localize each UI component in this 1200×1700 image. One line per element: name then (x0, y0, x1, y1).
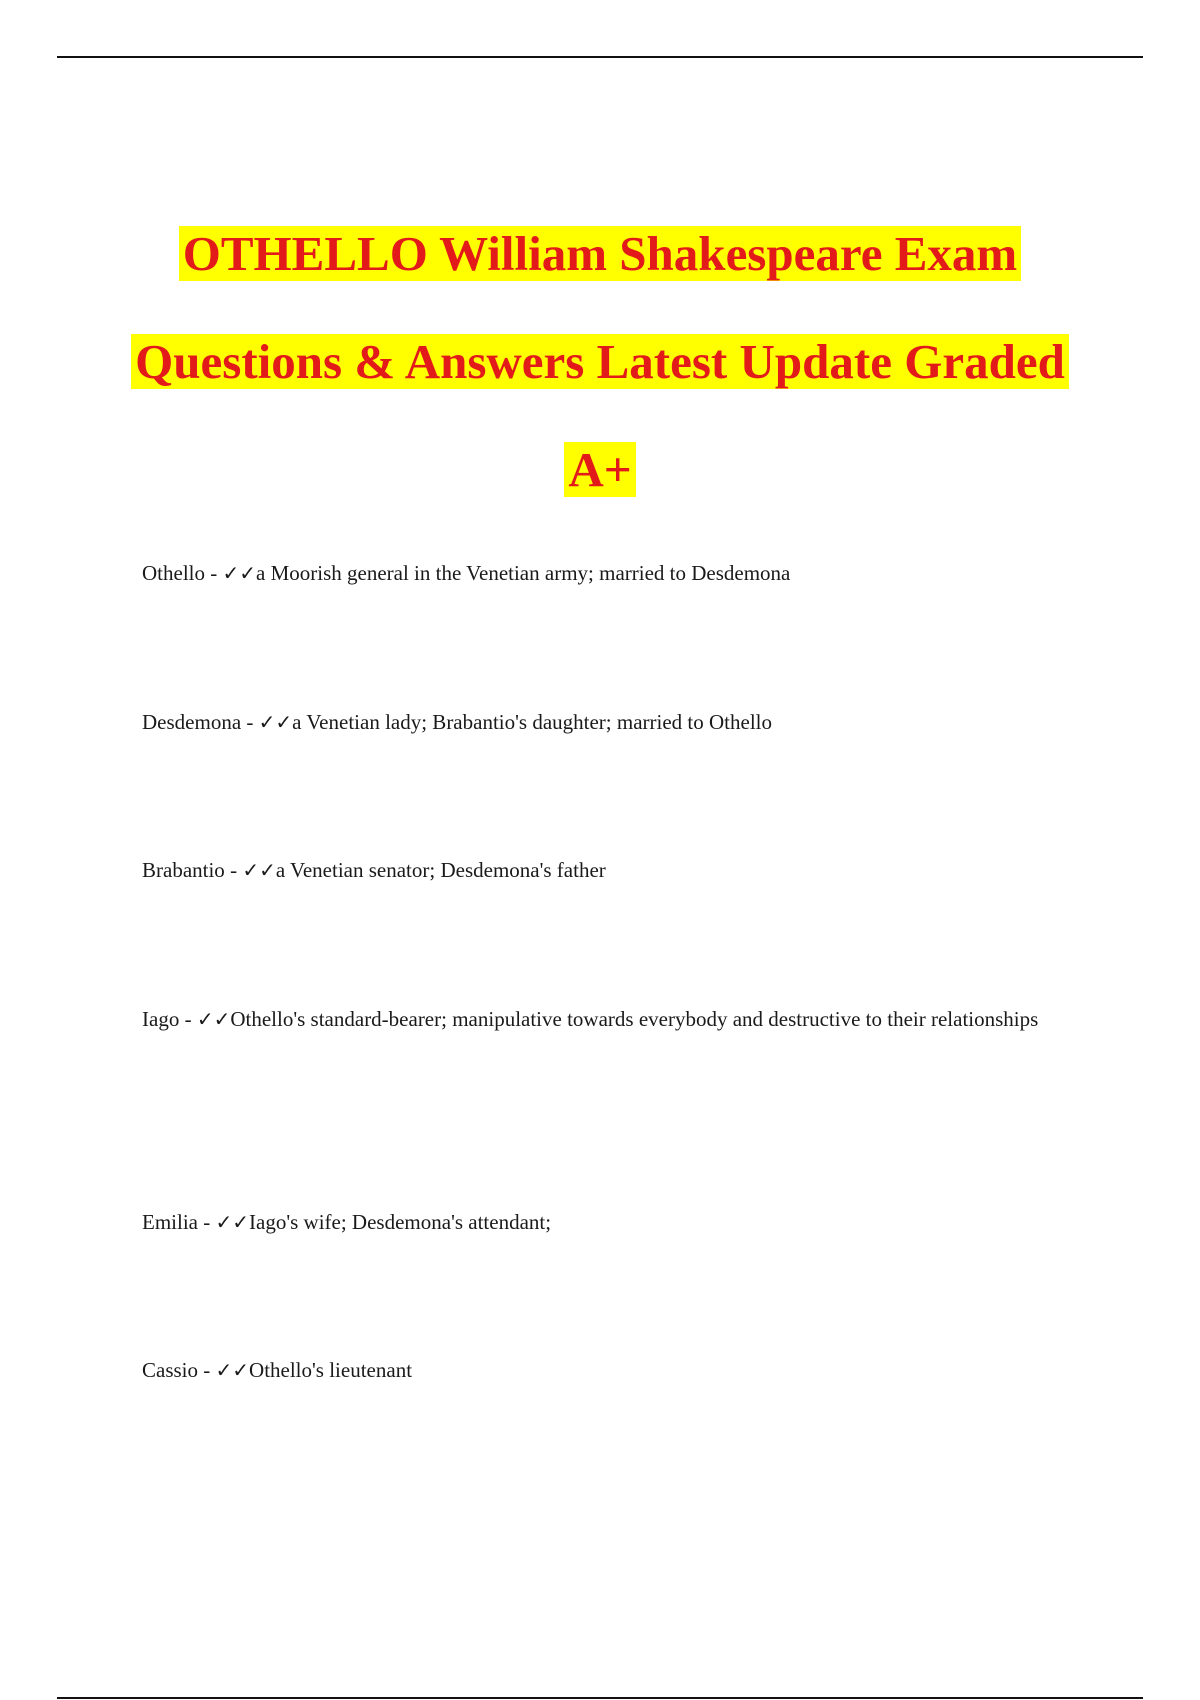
qa-entry (142, 990, 1060, 1048)
qa-entry (142, 1193, 1060, 1251)
checkmark-icon: ✓✓ (196, 1007, 231, 1031)
checkmark-icon: ✓✓ (215, 1210, 250, 1234)
entry-definition: Iago's wife; Desdemona's attendant; (249, 1210, 552, 1234)
entry-separator: - (198, 1358, 216, 1382)
entry-term: Desdemona (142, 710, 242, 734)
entry-separator: - (205, 561, 223, 585)
title-line-text: OTHELLO William Shakespeare Exam (179, 226, 1022, 281)
qa-entry (142, 693, 1060, 751)
entry-definition: a Venetian senator; Desdemona's father (275, 858, 606, 882)
entry-definition: Othello's lieutenant (249, 1358, 413, 1382)
title-line-text: Questions & Answers Latest Update Graded (131, 334, 1069, 389)
title-line (0, 200, 1200, 308)
checkmark-icon: ✓✓ (258, 710, 293, 734)
entry-definition: a Moorish general in the Venetian army; married to Desdemona (256, 561, 791, 585)
checkmark-icon: ✓✓ (222, 561, 257, 585)
entry-separator: - (198, 1210, 216, 1234)
qa-entry (142, 1341, 1060, 1399)
entry-separator: - (241, 710, 259, 734)
qa-entry (142, 841, 1060, 899)
top-rule (57, 56, 1143, 58)
document-title (0, 200, 1200, 524)
entry-term: Othello (142, 561, 205, 585)
entry-term: Brabantio (142, 858, 225, 882)
title-line (0, 308, 1200, 416)
entry-term: Cassio (142, 1358, 199, 1382)
qa-entry (142, 544, 1060, 602)
entry-definition: a Venetian lady; Brabantio's daughter; married to Othello (292, 710, 772, 734)
entry-term: Emilia (142, 1210, 198, 1234)
entry-term: Iago (142, 1007, 180, 1031)
title-line-text: A+ (564, 442, 635, 497)
entry-definition: Othello's standard-bearer; manipulative towards everybody and destructive to their relationships (230, 1007, 1039, 1031)
entry-separator: - (179, 1007, 197, 1031)
checkmark-icon: ✓✓ (242, 858, 276, 882)
bottom-rule (57, 1697, 1143, 1699)
checkmark-icon: ✓✓ (215, 1358, 250, 1382)
title-line (0, 416, 1200, 524)
entry-separator: - (224, 858, 243, 882)
